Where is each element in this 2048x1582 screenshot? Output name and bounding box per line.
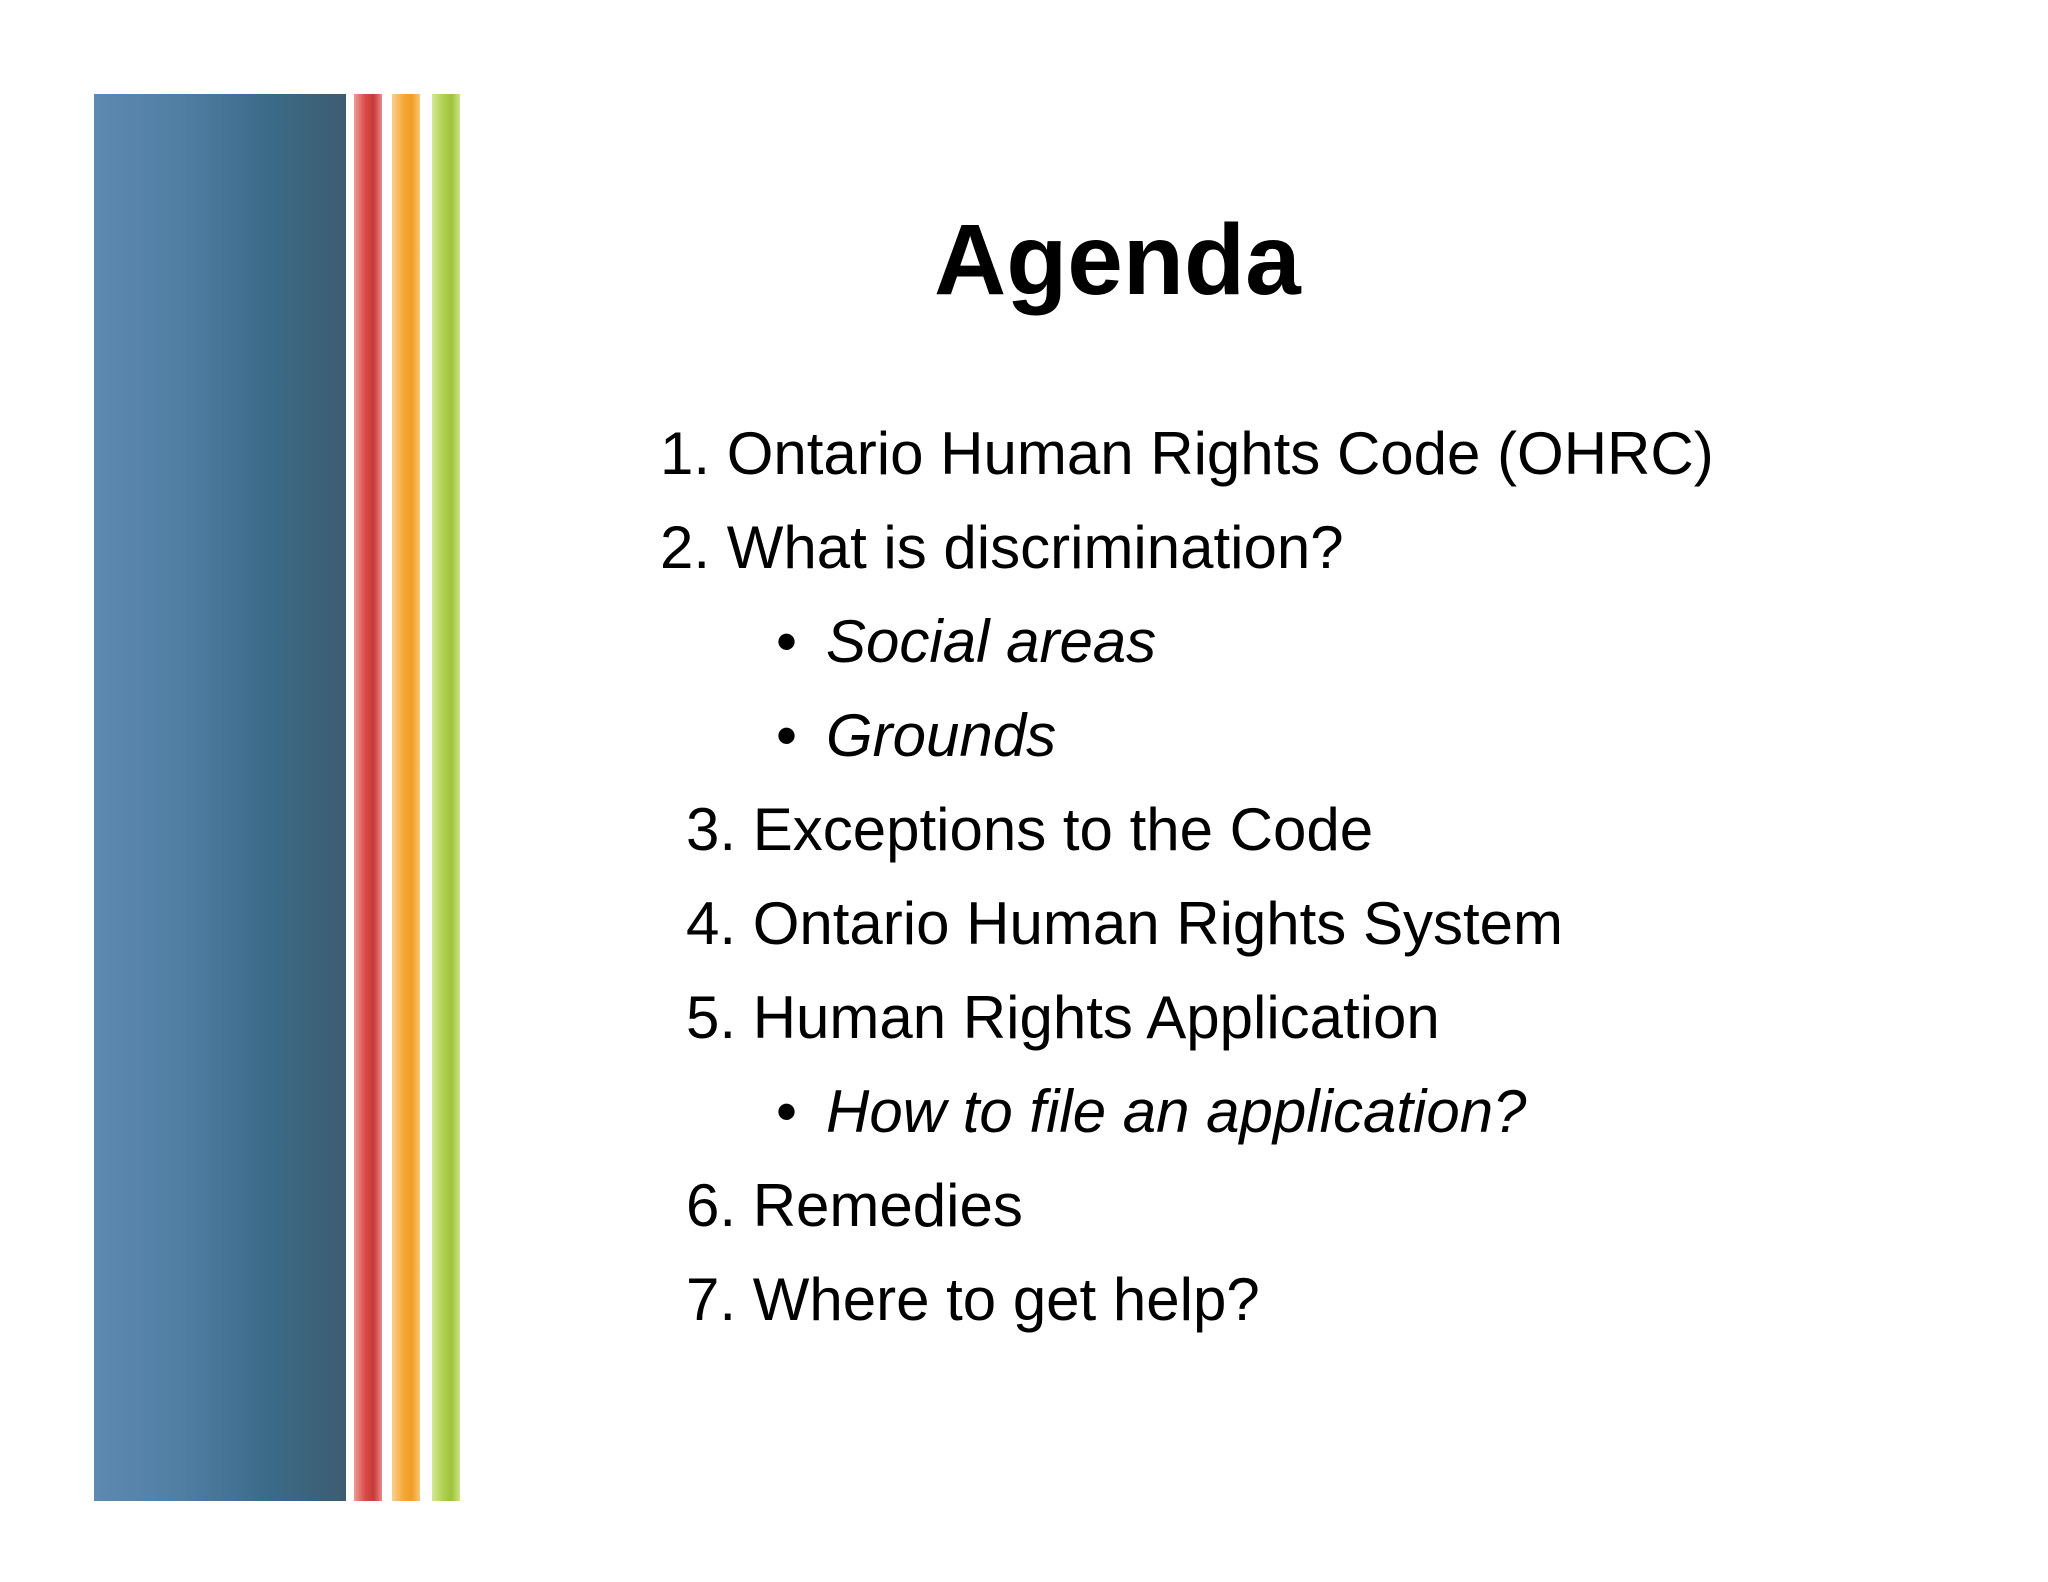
bullet-icon: •	[776, 702, 798, 769]
agenda-item-3	[686, 796, 1374, 863]
decorative-blue-bar	[94, 94, 346, 1501]
agenda-item-text: Where to get help?	[752, 1266, 1260, 1333]
agenda-item-number: 6.	[686, 1172, 737, 1239]
bullet-icon: •	[776, 1078, 798, 1145]
agenda-item-1	[660, 420, 1714, 487]
agenda-item-text: Human Rights Application	[752, 984, 1440, 1051]
agenda-item-number: 5.	[686, 984, 737, 1051]
agenda-item-number: 2.	[660, 514, 711, 581]
agenda-item-6	[686, 1172, 1023, 1239]
agenda-item-2	[660, 514, 1344, 581]
bullet-icon: •	[776, 608, 798, 675]
slide-title: Agenda	[934, 204, 1301, 316]
agenda-subitem-grounds	[776, 702, 1057, 769]
agenda-item-text: Remedies	[752, 1172, 1023, 1239]
agenda-item-4	[686, 890, 1564, 957]
agenda-item-text: Ontario Human Rights Code (OHRC)	[726, 420, 1714, 487]
agenda-subitem-how-to-file	[776, 1078, 1527, 1145]
agenda-item-text: Ontario Human Rights System	[752, 890, 1564, 957]
agenda-item-5	[686, 984, 1440, 1051]
agenda-subitem-text: How to file an application?	[826, 1078, 1527, 1145]
agenda-item-text: What is discrimination?	[726, 514, 1344, 581]
agenda-item-text: Exceptions to the Code	[752, 796, 1374, 863]
agenda-subitem-social-areas	[776, 608, 1157, 675]
decorative-green-stripe	[432, 94, 460, 1501]
agenda-item-number: 1.	[660, 420, 711, 487]
agenda-item-7	[686, 1266, 1260, 1333]
agenda-subitem-text: Social areas	[826, 608, 1157, 675]
agenda-subitem-text: Grounds	[826, 702, 1057, 769]
agenda-item-number: 4.	[686, 890, 737, 957]
agenda-item-number: 7.	[686, 1266, 737, 1333]
decorative-red-stripe	[354, 94, 382, 1501]
decorative-orange-stripe	[392, 94, 420, 1501]
agenda-item-number: 3.	[686, 796, 737, 863]
